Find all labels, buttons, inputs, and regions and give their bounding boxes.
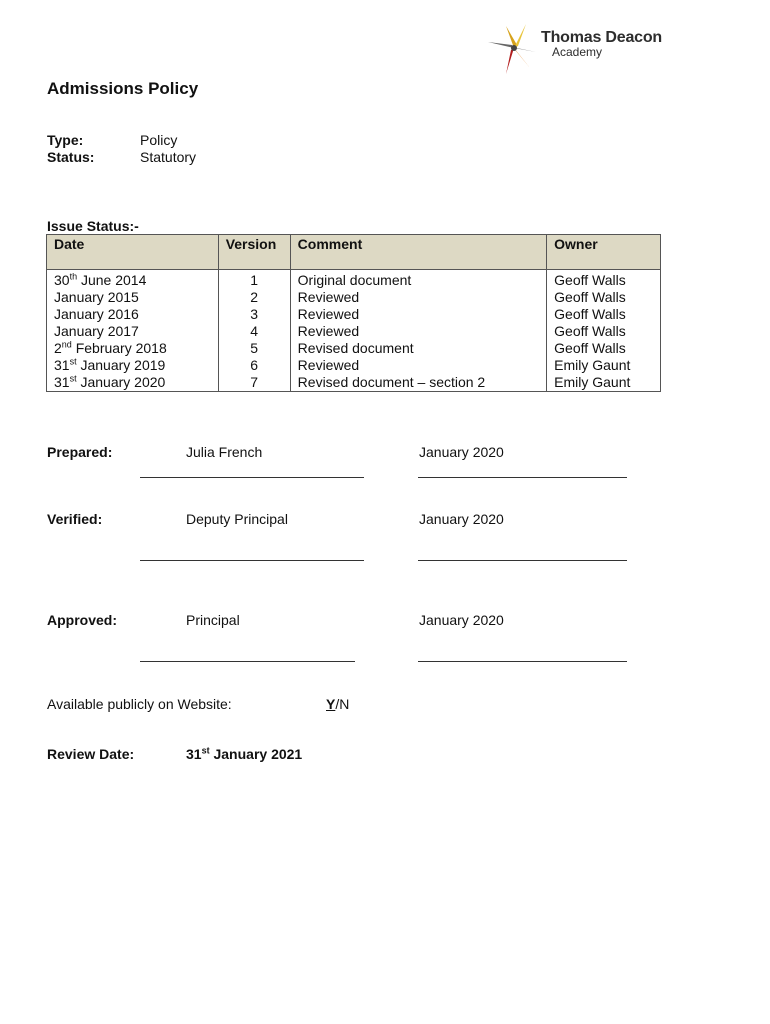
row-date: 2nd February 2018 [47, 340, 219, 357]
header-date: Date [47, 235, 219, 270]
prepared-date: January 2020 [419, 444, 504, 460]
table-row [47, 374, 661, 392]
prepared-name: Julia French [186, 444, 263, 460]
public-availability-value [326, 696, 349, 712]
row-comment: Revised document – section 2 [290, 374, 546, 392]
verified-name-signature-line [140, 560, 364, 561]
public-no: N [339, 696, 350, 712]
approved-date-signature-line [418, 661, 627, 662]
public-availability-label: Available publicly on Website: [47, 696, 232, 712]
issue-status-table [46, 234, 661, 392]
prepared-label: Prepared: [47, 444, 113, 460]
approved-name: Principal [186, 612, 240, 628]
row-owner: Geoff Walls [547, 306, 661, 323]
row-owner: Emily Gaunt [547, 374, 661, 392]
approved-date: January 2020 [419, 612, 504, 628]
prepared-name-signature-line [140, 477, 364, 478]
table-row [47, 340, 661, 357]
header-owner: Owner [547, 235, 661, 270]
table-row [47, 270, 661, 290]
row-version: 7 [218, 374, 290, 392]
verified-date: January 2020 [419, 511, 504, 527]
table-row [47, 306, 661, 323]
status-label: Status: [47, 149, 95, 165]
logo-subname: Academy [552, 45, 603, 59]
status-value: Statutory [140, 149, 197, 165]
row-version: 1 [218, 270, 290, 290]
approved-name-signature-line [140, 661, 355, 662]
row-owner: Geoff Walls [547, 323, 661, 340]
row-version: 2 [218, 289, 290, 306]
row-comment: Reviewed [290, 289, 546, 306]
row-date: 31st January 2020 [47, 374, 219, 392]
row-date: January 2015 [47, 289, 219, 306]
type-value: Policy [140, 132, 178, 148]
row-comment: Original document [290, 270, 546, 290]
header-version: Version [218, 235, 290, 270]
issue-status-heading: Issue Status:- [47, 218, 139, 234]
public-yes: Y [326, 696, 336, 712]
verified-name: Deputy Principal [186, 511, 288, 527]
row-comment: Revised document [290, 340, 546, 357]
row-date: 30th June 2014 [47, 270, 219, 290]
page-title: Admissions Policy [47, 79, 199, 98]
review-date-label: Review Date: [47, 746, 135, 762]
type-label: Type: [47, 132, 84, 148]
row-comment: Reviewed [290, 357, 546, 374]
row-version: 6 [218, 357, 290, 374]
table-header-row [47, 235, 661, 270]
table-row [47, 357, 661, 374]
review-date-value: 31st January 2021 [186, 745, 303, 762]
row-owner: Geoff Walls [547, 289, 661, 306]
public-separator: / [335, 696, 340, 712]
row-date: January 2016 [47, 306, 219, 323]
row-owner: Geoff Walls [547, 270, 661, 290]
row-date: January 2017 [47, 323, 219, 340]
row-comment: Reviewed [290, 323, 546, 340]
table-row [47, 323, 661, 340]
row-version: 4 [218, 323, 290, 340]
academy-logo-icon [484, 18, 544, 78]
row-owner: Geoff Walls [547, 340, 661, 357]
academy-logo [484, 18, 684, 78]
header-comment: Comment [290, 235, 546, 270]
verified-label: Verified: [47, 511, 103, 527]
row-version: 5 [218, 340, 290, 357]
row-date: 31st January 2019 [47, 357, 219, 374]
logo-name: Thomas Deacon [541, 29, 662, 46]
table-row [47, 289, 661, 306]
prepared-date-signature-line [418, 477, 627, 478]
row-owner: Emily Gaunt [547, 357, 661, 374]
verified-date-signature-line [418, 560, 627, 561]
row-version: 3 [218, 306, 290, 323]
approved-label: Approved: [47, 612, 117, 628]
row-comment: Reviewed [290, 306, 546, 323]
